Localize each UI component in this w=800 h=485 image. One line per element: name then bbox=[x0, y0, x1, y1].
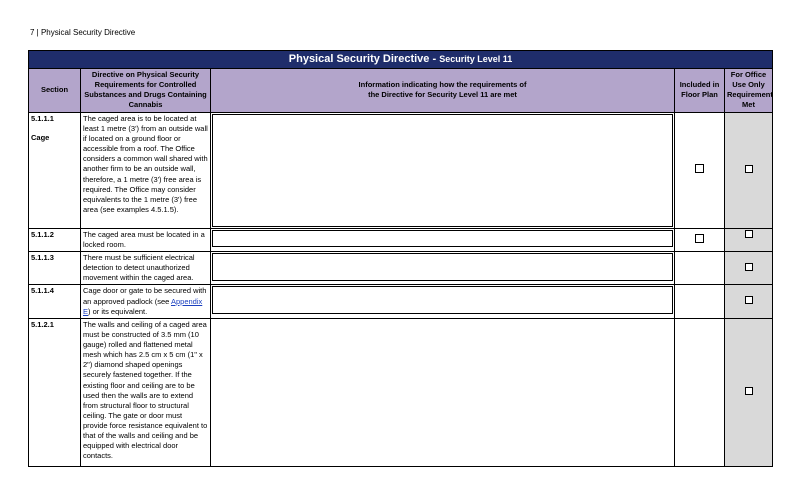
header-information-line2: the Directive for Security Level 11 are met bbox=[368, 90, 517, 100]
header-directive: Directive on Physical Security Requirements for Controlled Substances and Drugs Containing Cannabis bbox=[81, 68, 211, 112]
appendix-e-link[interactable]: Appendix E bbox=[83, 296, 203, 316]
directive-text: The caged area must be located in a locked room. bbox=[81, 228, 211, 251]
table-title bbox=[29, 51, 773, 69]
security-requirements-table bbox=[28, 50, 773, 467]
directive-text: The walls and ceiling of a caged area must be constructed of 3.5 mm (10 gauge) rolled and flattened metal mesh which has 2.5 cm x 5 cm (1" x 2") diamond shaped openings securely fastened together. If the existing floor and ceiling are to be used then the walls are to extend from structural floor to structural ceiling. The gate or door must provide force resistance equivalent to that of the walls and ceiling and be equipped with electrical door contacts. bbox=[81, 318, 211, 466]
directive-text: The caged area is to be located at least 1 metre (3') from an outside wall if located on a ground floor or accessible from a roof. The Office considers a common wall shared with another firm to be an outside wall, therefore, a 1 metre (3') free area is required. The Office may consider equivalents to the 1 metre (3') free area (see examples 4.5.1.5). bbox=[81, 112, 211, 228]
section-cell bbox=[29, 285, 81, 318]
floor-plan-checkbox[interactable] bbox=[695, 164, 704, 173]
table-row bbox=[29, 285, 773, 318]
requirement-met-checkbox[interactable] bbox=[745, 263, 753, 271]
column-header-row bbox=[29, 68, 773, 112]
information-field[interactable] bbox=[212, 230, 673, 247]
title-security-level: Security Level 11 bbox=[439, 54, 513, 64]
section-number: 5.1.1.4 bbox=[31, 286, 54, 296]
directive-text: There must be sufficient electrical detection to detect unauthorized movement within the caged area. bbox=[81, 252, 211, 285]
section-cell bbox=[29, 112, 81, 228]
requirement-met-checkbox[interactable] bbox=[745, 230, 753, 238]
information-field[interactable] bbox=[212, 253, 673, 281]
information-cell bbox=[211, 112, 675, 228]
section-number: 5.1.1.3 bbox=[31, 253, 54, 263]
page-header: 7 | Physical Security Directive bbox=[30, 28, 136, 37]
header-information bbox=[211, 68, 675, 112]
floor-plan-cell bbox=[675, 112, 725, 228]
table-title-row bbox=[29, 51, 773, 69]
directive-text bbox=[81, 285, 211, 318]
section-cell bbox=[29, 252, 81, 285]
section-number: 5.1.1.1 bbox=[31, 113, 54, 123]
table-row bbox=[29, 228, 773, 251]
floor-plan-cell bbox=[675, 285, 725, 318]
office-use-cell bbox=[725, 252, 773, 285]
header-office-use: For Office Use Only Requirement Met bbox=[725, 68, 773, 112]
table-row bbox=[29, 318, 773, 466]
table-row bbox=[29, 112, 773, 228]
directive-text-part: Cage door or gate to be secured with an approved padlock (see bbox=[83, 286, 207, 306]
section-cell bbox=[29, 318, 81, 466]
floor-plan-cell bbox=[675, 228, 725, 251]
header-section: Section bbox=[29, 68, 81, 112]
floor-plan-cell bbox=[675, 252, 725, 285]
title-main: Physical Security Directive - bbox=[288, 53, 440, 65]
information-field[interactable] bbox=[212, 114, 673, 227]
section-label: Cage bbox=[31, 132, 50, 142]
table-row bbox=[29, 252, 773, 285]
office-use-cell bbox=[725, 112, 773, 228]
header-information-line1: Information indicating how the requirements of bbox=[358, 80, 527, 90]
section-number: 5.1.1.2 bbox=[31, 229, 54, 239]
section-number: 5.1.2.1 bbox=[31, 319, 54, 329]
information-field[interactable] bbox=[212, 286, 673, 314]
floor-plan-cell bbox=[675, 318, 725, 466]
requirement-met-checkbox[interactable] bbox=[745, 165, 753, 173]
information-cell[interactable] bbox=[211, 318, 675, 466]
requirement-met-checkbox[interactable] bbox=[745, 387, 753, 395]
office-use-cell bbox=[725, 318, 773, 466]
requirement-met-checkbox[interactable] bbox=[745, 296, 753, 304]
office-use-cell bbox=[725, 285, 773, 318]
header-floor-plan: Included in Floor Plan bbox=[675, 68, 725, 112]
section-cell bbox=[29, 228, 81, 251]
directive-text-part: ) or its equivalent. bbox=[88, 306, 148, 316]
office-use-cell bbox=[725, 228, 773, 251]
information-cell bbox=[211, 252, 675, 285]
information-cell bbox=[211, 228, 675, 251]
information-cell bbox=[211, 285, 675, 318]
floor-plan-checkbox[interactable] bbox=[695, 234, 704, 243]
